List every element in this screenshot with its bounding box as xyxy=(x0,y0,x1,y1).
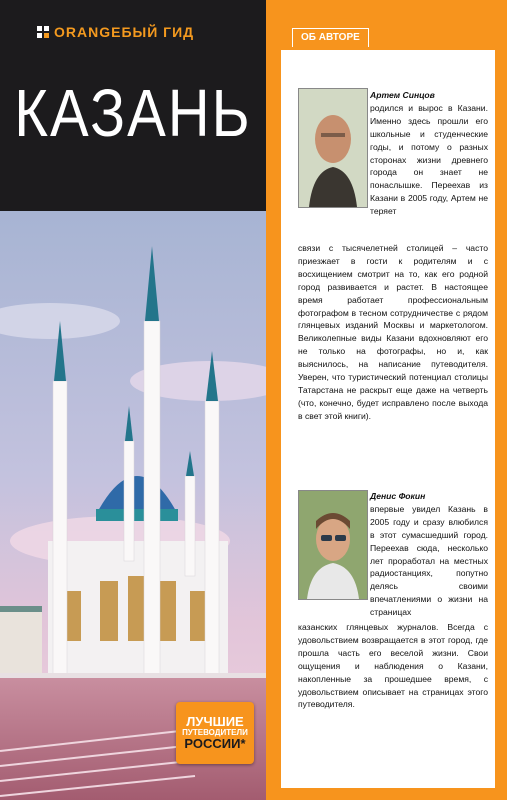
brand-squares-icon xyxy=(37,26,49,38)
badge-line3: РОССИИ* xyxy=(184,736,246,752)
author2-text-full: казанских глянцевых журналов. Всегда с удовольствием возвращается в этот город, где прошла часть его веселой жизни. Свои ощущения и наблюдения о Казани, накопленные за прошедшее время, с удовольствием описывает на страницах этого путеводителя. xyxy=(298,622,488,710)
section-tab: ОБ АВТОРЕ xyxy=(292,28,369,47)
best-guides-badge xyxy=(176,702,254,764)
author1-name: Артем Синцов xyxy=(370,90,435,100)
author1-intro: родился и вырос в Казани. Именно здесь прошли его школьные и студенческие годы, и потому о разных сторонах жизни древнего города он знает не понаслышке. Переехав из Казани в 2005 году, Артем не теряет xyxy=(370,102,488,217)
brand-name: ORANGEБЫЙ ГИД xyxy=(54,24,195,40)
author2-text-side xyxy=(370,490,488,619)
author1-text-full: связи с тысячелетней столицей – часто приезжает в гости к родителям и с восхищением смотрит на то, как его родной город развивается и растет. В настоящее время работает профессиональным фотографом в тесном сотрудничестве с рядом глянцевых изданий Москвы и маркетологом. Великолепные виды Казани вдохновляют его не только на фотографы, но и, как выяснилось, на написание путеводителя. Уверен, что туристический потенциал столицы Татарстана не раскрыт еще даже на четверть (что, конечно, будет исправлено после выхода в свет этой книги). xyxy=(298,243,488,421)
author2-portrait xyxy=(298,490,368,600)
author2-name: Денис Фокин xyxy=(370,491,426,501)
author2-intro: впервые увидел Казань в 2005 году и сразу влюбился в этот сумасшедший город. Переехав сюда, несколько лет проработал на местных радиостанциях, попутно делясь своими впечатлениями о жизни на страницах xyxy=(370,503,488,618)
brand-logo xyxy=(37,24,194,40)
author1-portrait xyxy=(298,88,368,208)
badge-line2: ПУТЕВОДИТЕЛИ xyxy=(182,727,248,737)
cover-title: КАЗАНЬ xyxy=(14,76,252,151)
badge-line1: ЛУЧШИЕ xyxy=(186,714,244,730)
author1-text-side xyxy=(370,89,488,218)
